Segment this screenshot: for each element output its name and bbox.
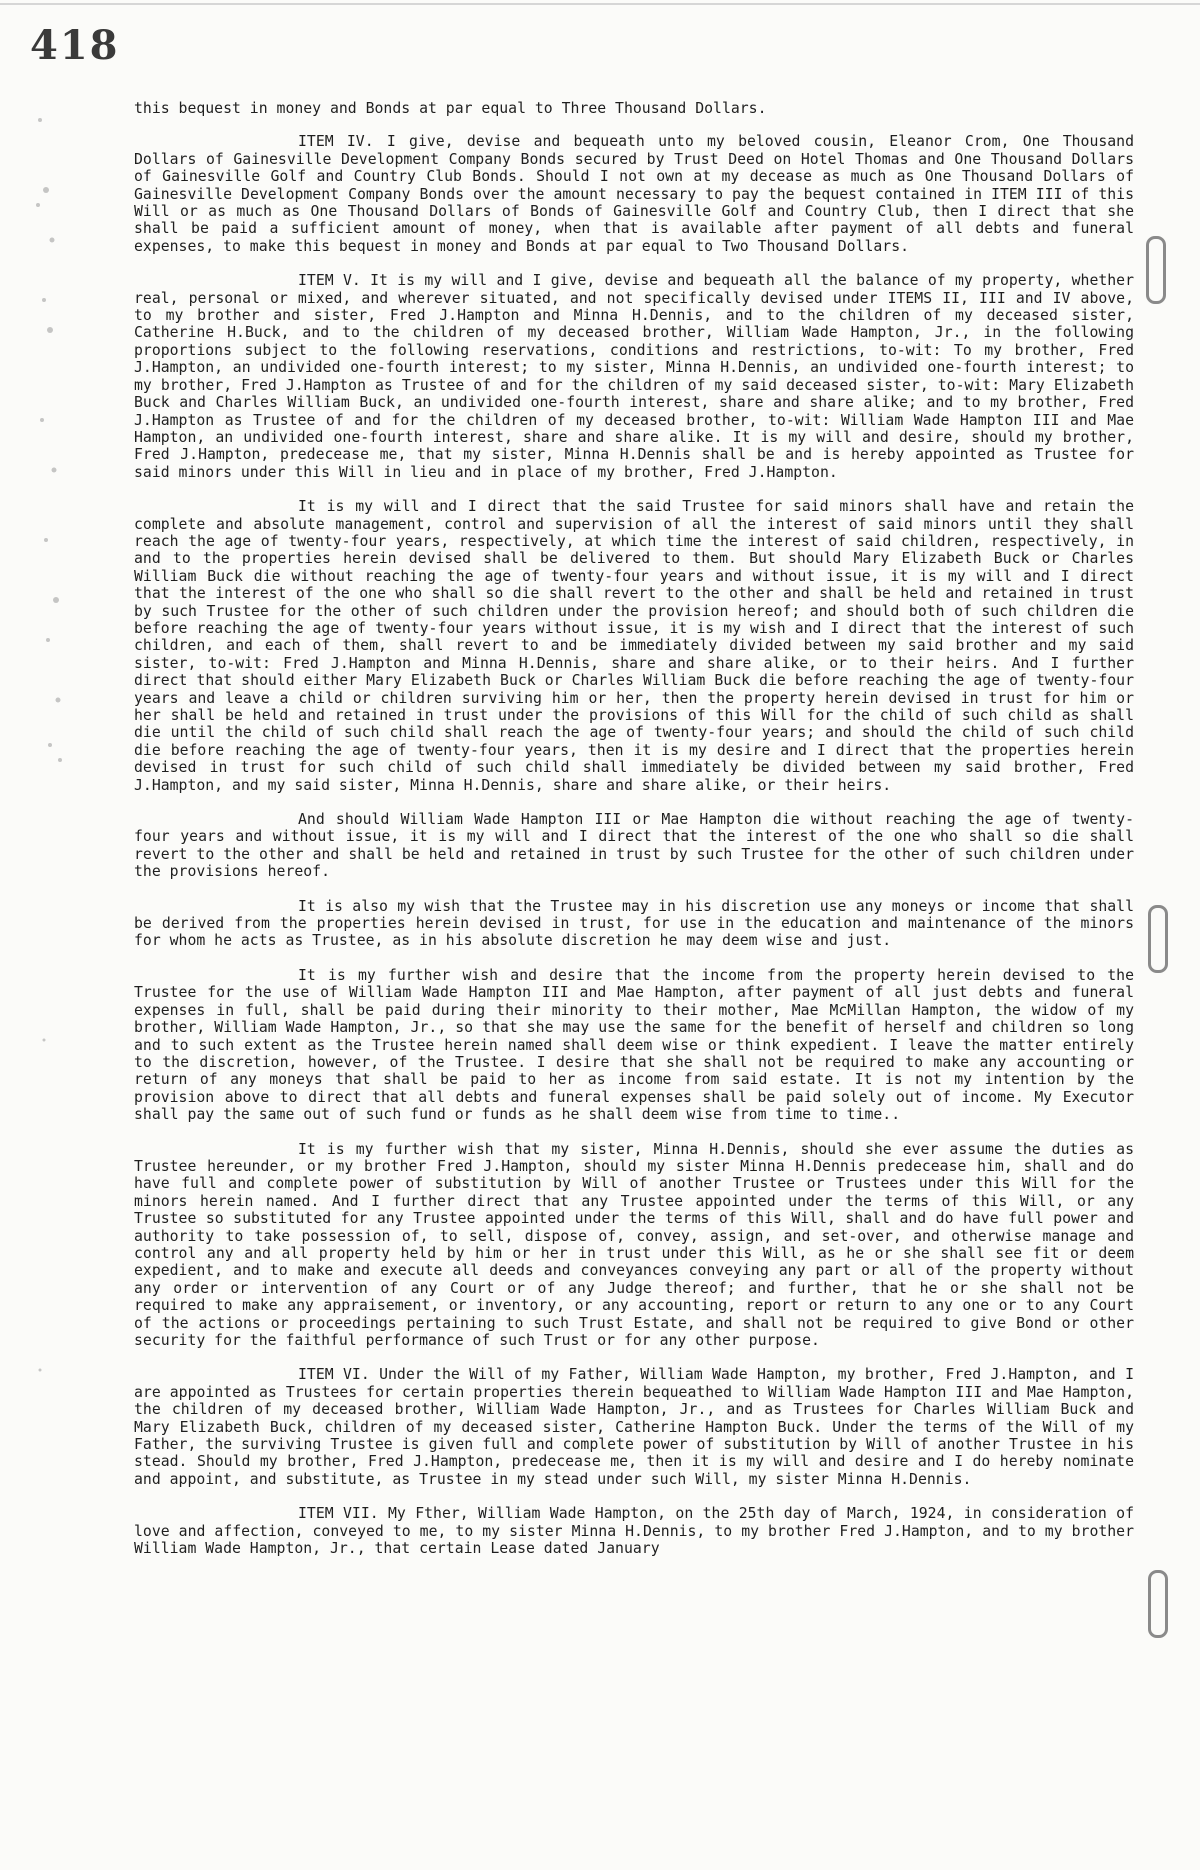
paper-clip-icon bbox=[1148, 1570, 1168, 1638]
paragraph: It is my further wish and desire that the income from the property herein devised to the Trustee for the use of William Wade Hampton III and Mae Hampton, after payment of all just debts and funeral expenses in full, shall be paid during their minority to their mother, Mae McMillan Hampton, the widow of my brother, William Wade Hampton, Jr., so that she may use the same for the benefit of herself and children so long and to such extent as the Trustee herein named shall deem wise or think expedient. I leave the matter entirely to the discretion, however, of the Trustee. I desire that she shall not be required to make any accounting or return of any moneys that shall be paid to her as income from said estate. It is not my intention by the provision above to direct that all debts and funeral expenses shall be paid solely out of income. My Executor shall pay the same out of such fund or funds as he shall deem wise from time to time.. bbox=[134, 966, 1134, 1124]
scan-edge-line bbox=[0, 3, 1200, 5]
paragraph-item-vi: ITEM VI. Under the Will of my Father, William Wade Hampton, my brother, Fred J.Hampton, and I are appointed as Trustees for certain properties therein bequeathed to William Wade Hampton III and Mae Hampton, the children of my deceased brother, William Wade Hampton, Jr., and as Trustees for Charles William Buck and Mary Elizabeth Buck, children of my deceased sister, Catherine Hampton Buck. Under the terms of the Will of my Father, the surviving Trustee is given full and complete power of substitution by Will of another Trustee in his stead. Should my brother, Fred J.Hampton, predecease me, then it is my will and desire and I do hereby nominate and appoint, and substitute, as Trustee in my stead under such Will, my sister Minna H.Dennis. bbox=[134, 1366, 1134, 1488]
paragraph: It is my will and I direct that the said Trustee for said minors shall have and retain the complete and absolute management, control and supervision of all the interest of said minors until they shall reach the age of twenty-four years, respectively, at which time the interest of said children, respectively, in and to the properties herein devised shall be delivered to them. But should Mary Elizabeth Buck or Charles William Buck die without reaching the age of twenty-four years and without issue, it is my will and I direct that the interest of the one who shall so die shall revert to the other and shall be held and retained in trust by such Trustee for the other of such children under the provision hereof; and should both of such children die before reaching the age of twenty-four years without issue, it is my wish and I direct that the interest of such children, and each of them, shall revert to and be immediately divided between my said brother and my said sister, to-wit: Fred J.Hampton and Minna H.Dennis, share and share alike, or to their heirs. And I further direct that should either Mary Elizabeth Buck or Charles William Buck die before reaching the age of twenty-four years and leave a child or children surviving him or her, then the property herein devised in trust for him or her shall be held and retained in trust under the provisions of this Will for the child of such child as shall die until the child of such child shall reach the age of twenty-four years; and should the child of such child die before reaching the age of twenty-four years, then it is my desire and I direct that the properties herein devised in trust for such child of such child shall immediately be divided between my said brother, Fred J.Hampton, and my said sister, Minna H.Dennis, share and share alike, or their heirs. bbox=[134, 498, 1134, 794]
paragraph: And should William Wade Hampton III or Mae Hampton die without reaching the age of twenty-four years and without issue, it is my will and I direct that the interest of the one who shall so die shall revert to the other and shall be held and retained in trust by such Trustee for the other of such children under the provisions hereof. bbox=[134, 811, 1134, 881]
paragraph-item-iv: ITEM IV. I give, devise and bequeath unto my beloved cousin, Eleanor Crom, One Thousand Dollars of Gainesville Development Company Bonds secured by Trust Deed on Hotel Thomas and One Thousand Dollars of Gainesville Golf and Country Club Bonds. Should I not own at my decease as much as One Thousand Dollars of Gainesville Development Company Bonds over the amount necessary to pay the bequest contained in ITEM III of this Will or as much as One Thousand Dollars of Bonds of Gainesville Golf and Country Club, then I direct that she shall be paid a sufficient amount of money, when that is available after payment of all debts and funeral expenses, to make this bequest in money and Bonds at par equal to Two Thousand Dollars. bbox=[134, 133, 1134, 255]
paragraph-item-v: ITEM V. It is my will and I give, devise and bequeath all the balance of my property, whether real, personal or mixed, and wherever situated, and not specifically devised under ITEMS II, III and IV above, to my brother and sister, Fred J.Hampton and Minna H.Dennis, and to the children of my deceased sister, Catherine H.Buck, and to the children of my deceased brother, William Wade Hampton, Jr., in the following proportions subject to the following reservations, conditions and restrictions, to-wit: To my brother, Fred J.Hampton, an undivided one-fourth interest; to my sister, Minna H.Dennis, an undivided one-fourth interest; to my brother, Fred J.Hampton as Trustee of and for the children of my said deceased sister, to-wit: Mary Elizabeth Buck and Charles William Buck, an undivided one-fourth interest, share and share alike; and to my brother, Fred J.Hampton as Trustee of and for the children of my deceased brother, to-wit: William Wade Hampton III and Mae Hampton, an undivided one-fourth interest, share and share alike. It is my will and desire, should my brother, Fred J.Hampton, predecease me, that my sister, Minna H.Dennis shall be and is hereby appointed as Trustee for said minors under this Will in lieu and in place of my brother, Fred J.Hampton. bbox=[134, 272, 1134, 481]
paragraph: this bequest in money and Bonds at par equal to Three Thousand Dollars. bbox=[134, 100, 767, 117]
binding-holes-marks bbox=[0, 0, 80, 1870]
page-number: 418 bbox=[30, 22, 120, 69]
paragraph: It is also my wish that the Trustee may in his discretion use any moneys or income that shall be derived from the properties herein devised in trust, for use in the education and maintenance of the minors for whom he acts as Trustee, as in his absolute discretion he may deem wise and just. bbox=[134, 897, 1134, 950]
paper-clip-icon bbox=[1148, 905, 1168, 973]
paragraph-item-vii: ITEM VII. My Fther, William Wade Hampton, on the 25th day of March, 1924, in consideration of love and affection, conveyed to me, to my sister Minna H.Dennis, to my brother Fred J.Hampton, and to my brother William Wade Hampton, Jr., that certain Lease dated January bbox=[134, 1505, 1134, 1558]
will-body-text bbox=[134, 100, 1134, 1574]
paper-clip-icon bbox=[1146, 236, 1166, 304]
paragraph: It is my further wish that my sister, Minna H.Dennis, should she ever assume the duties as Trustee hereunder, or my brother Fred J.Hampton, should my sister Minna H.Dennis predecease him, shall and do have full and complete power of substitution by Will of another Trustee or Trustees under this Will for the minors herein named. And I further direct that any Trustee appointed under the terms of this Will, or any Trustee so substituted for any Trustee appointed under the terms of this Will, shall and do have full power and authority to take possession of, to sell, dispose of, convey, assign, and set-over, and otherwise manage and control any and all property held by him or her in trust under this Will, as he or she shall see fit or deem expedient, and to make and execute all deeds and conveyances conveying any part or all of the property without any order or intervention of any Court or of any Judge thereof; and further, that he or she shall not be required to make any appraisement, or inventory, or any accounting, report or return to any one or to any Court of the actions or proceedings pertaining to such Trust Estate, and shall not be required to give Bond or other security for the faithful performance of such Trust or for any other purpose. bbox=[134, 1140, 1134, 1349]
